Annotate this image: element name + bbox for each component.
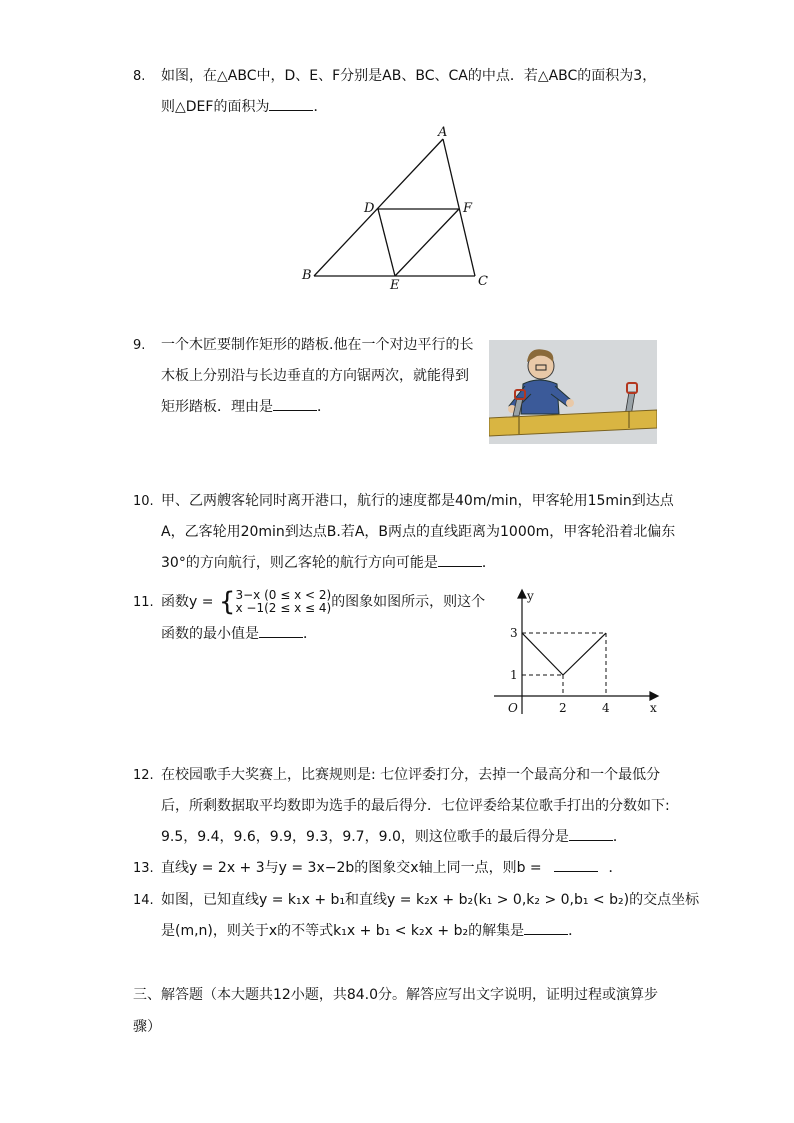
question-14 <box>133 886 700 946</box>
y-axis-label: y <box>527 589 534 603</box>
question-8 <box>133 62 693 122</box>
answer-blank[interactable] <box>569 826 613 841</box>
question-12 <box>133 761 693 851</box>
carpenter-illustration <box>489 340 657 444</box>
question-text-line-2: 则△DEF的面积为 ． <box>161 93 327 122</box>
x-arrow-icon <box>650 692 658 700</box>
question-text: 直线y = 2x + 3与y = 3x−2b的图象交x轴上同一点，则b = ． <box>161 854 623 883</box>
question-text-line-2: A，乙客轮用20min到达点B.若A，B两点的直线距离为1000m，甲客轮沿着北偏东 <box>161 524 676 540</box>
x-tick-4: 4 <box>602 701 610 715</box>
label-d: D <box>364 201 375 216</box>
question-number: 9. <box>133 338 146 353</box>
section-heading <box>133 980 693 1042</box>
segment-1 <box>522 633 563 675</box>
question-9 <box>133 331 493 421</box>
question-text-line-3: 9.5，9.4，9.6，9.9，9.3，9.7，9.0，则这位歌手的最后得分是 ． <box>161 823 627 852</box>
question-text-line-1: 如图，在△ABC中，D、E、F分别是AB、BC、CA的中点．若△ABC的面积为3， <box>161 68 657 84</box>
segment-ab <box>314 139 443 276</box>
question-text-line-1: 如图，已知直线y = k₁x + b₁和直线y = k₂x + b₂(k₁ > 0,k₂ > 0,b₁ < b₂)的交点坐标 <box>161 892 700 908</box>
answer-blank[interactable] <box>438 552 482 567</box>
segment-2 <box>563 633 606 675</box>
question-text-line-2: 函数的最小值是 ． <box>161 620 317 649</box>
label-b: B <box>302 268 312 283</box>
answer-blank[interactable] <box>524 920 568 935</box>
answer-blank[interactable] <box>554 857 598 872</box>
label-e: E <box>390 278 400 293</box>
triangle-figure <box>295 122 495 294</box>
question-number: 14. <box>133 893 154 908</box>
piecewise-cases <box>235 589 331 615</box>
question-text-line-2: 后，所剩数据取平均数即为选手的最后得分．七位评委给某位歌手打出的分数如下: <box>161 798 670 814</box>
question-13 <box>133 854 693 884</box>
question-text-line-1: 一个木匠要制作矩形的踏板.他在一个对边平行的长 <box>161 337 474 353</box>
question-text-line-2: 是(m,n)，则关于x的不等式k₁x + b₁ < k₂x + b₂的解集是 ． <box>161 917 582 946</box>
origin-label: O <box>508 701 518 715</box>
question-text: 则△DEF的面积为 <box>161 99 270 115</box>
question-11 <box>133 588 493 658</box>
function-graph <box>494 588 664 716</box>
question-number: 13. <box>133 861 154 876</box>
x-axis-label: x <box>650 701 657 715</box>
question-text-line-2: 木板上分别沿与长边垂直的方向锯两次，就能得到 <box>161 368 469 384</box>
label-c: C <box>478 274 488 289</box>
question-number: 11. <box>133 595 154 610</box>
segment-ef <box>395 209 459 276</box>
answer-blank[interactable] <box>269 96 313 111</box>
answer-blank[interactable] <box>273 396 317 411</box>
question-text-line-3: 矩形踏板．理由是 ． <box>161 393 331 422</box>
question-text-line-3: 30°的方向航行，则乙客轮的航行方向可能是 ． <box>161 549 496 578</box>
question-10 <box>133 487 693 577</box>
section-heading-line-1: 三、解答题（本大题共12小题，共84.0分。解答应写出文字说明，证明过程或演算步 <box>133 987 658 1003</box>
answer-blank[interactable] <box>259 623 303 638</box>
piecewise-brace: { <box>218 587 236 617</box>
question-number: 8. <box>133 69 146 84</box>
question-number: 10. <box>133 494 154 509</box>
y-arrow-icon <box>518 590 526 598</box>
question-text-line-1: 函数y = { 3−x (0 ≤ x < 2) x −1(2 ≤ x ≤ 4) 的图象如图所示，则这个 <box>161 587 486 617</box>
segment-de <box>378 209 395 276</box>
question-text-line-1: 甲、乙两艘客轮同时离开港口，航行的速度都是40m/min，甲客轮用15min到达点 <box>161 493 674 509</box>
question-text-line-1: 在校园歌手大奖赛上，比赛规则是: 七位评委打分，去掉一个最高分和一个最低分 <box>161 767 661 783</box>
section-heading-line-2: 骤） <box>133 1019 161 1035</box>
label-f: F <box>463 201 473 216</box>
case-2: x −1(2 ≤ x ≤ 4) <box>235 601 332 615</box>
label-a: A <box>438 125 448 140</box>
y-tick-1: 1 <box>510 668 518 682</box>
y-tick-3: 3 <box>510 626 518 640</box>
case-1: 3−x (0 ≤ x < 2) <box>235 588 332 602</box>
question-number: 12. <box>133 768 154 783</box>
x-tick-2: 2 <box>559 701 567 715</box>
